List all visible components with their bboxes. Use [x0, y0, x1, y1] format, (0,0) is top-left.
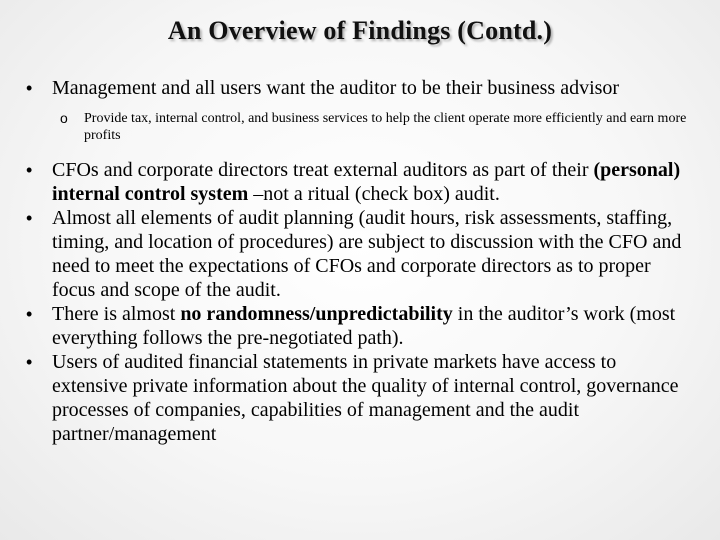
bullet-text: Users of audited financial statements in private markets have access to extensive private information about the quality of internal control, governance processes of companies, capabilities of management and the audit partner/management: [52, 351, 679, 445]
bullet-item: [24, 350, 692, 446]
bullet-text-post: –not a ritual (check box) audit.: [248, 183, 500, 205]
bullet-text-bold: no randomness/unpredictability: [180, 303, 453, 325]
sub-bullet-item: [24, 110, 692, 144]
bullet-item: [24, 206, 692, 302]
bullet-marker: •: [26, 160, 33, 180]
sub-bullet-marker: o: [60, 110, 68, 126]
bullet-marker: •: [26, 352, 33, 372]
bullet-marker: •: [26, 78, 33, 98]
bullet-text-pre: There is almost: [52, 303, 181, 325]
bullet-marker: •: [26, 304, 33, 324]
bullet-text-post: in the auditor’s work (most everything follows the pre-negotiated path).: [52, 303, 676, 349]
bullet-text-pre: CFOs and corporate directors treat external auditors as part of their: [52, 159, 594, 181]
bullet-item: [24, 76, 692, 100]
bullet-list: [24, 76, 692, 446]
bullet-text-bold: (personal) internal control system: [52, 159, 681, 205]
sub-bullet-text: Provide tax, internal control, and business services to help the client operate more efficiently and earn more profits: [84, 111, 687, 143]
bullet-text: Almost all elements of audit planning (audit hours, risk assessments, staffing, timing, and location of procedures) are subject to discussion with the CFO and need to meet the expectations of CFOs and corporate directors as to proper focus and scope of the audit.: [52, 207, 682, 301]
bullet-item: [24, 158, 692, 206]
bullet-item: [24, 302, 692, 350]
slide-title: An Overview of Findings (Contd.): [167, 16, 553, 45]
bullet-text: Management and all users want the auditor to be their business advisor: [52, 77, 620, 99]
bullet-marker: •: [26, 208, 33, 228]
